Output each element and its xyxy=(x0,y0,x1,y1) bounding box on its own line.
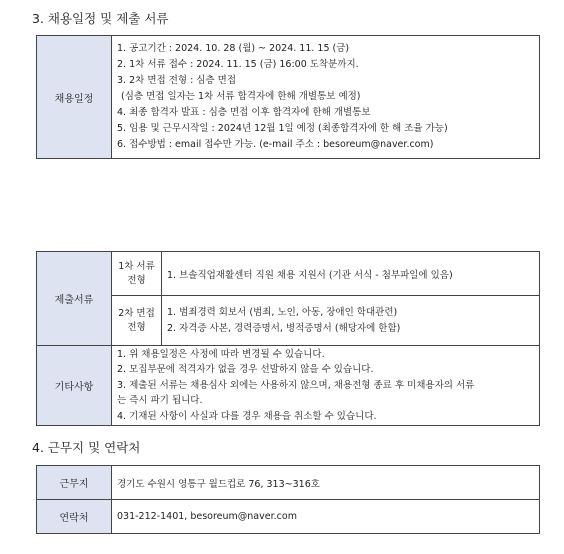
other-label: 기타사항 xyxy=(37,346,112,426)
other-line: 4. 기재된 사항이 사실과 다를 경우 채용을 취소할 수 있습니다. xyxy=(117,410,377,422)
other-line: 3. 제출된 서류는 채용심사 외에는 사용하지 않으며, 채용전형 종료 후 미채용자의 서류 xyxy=(117,379,475,391)
workplace-value: 경기도 수원시 영통구 월드컵로 76, 313~316호 xyxy=(112,466,540,500)
schedule-line: 1. 공고기간 : 2024. 10. 28 (월) ~ 2024. 11. 15 (금) xyxy=(117,43,350,54)
schedule-line: 3. 2차 면접 전형 : 심층 면접 xyxy=(117,75,237,86)
first-round-item: 1. 브솔직업재활센터 직원 채용 지원서 (기관 서식 - 첨부파일에 있음) xyxy=(162,252,540,296)
other-line: 1. 위 채용일정은 사정에 따라 변경될 수 있습니다. xyxy=(117,348,325,360)
other-line: 2. 모집부문에 적격자가 없을 경우 선발하지 않을 수 있습니다. xyxy=(117,364,374,376)
schedule-line: 6. 접수방법 : email 접수만 가능. (e-mail 주소 : besoreum@naver.com) xyxy=(117,139,434,150)
contact-label: 연락처 xyxy=(37,500,112,534)
workplace-label: 근무지 xyxy=(37,466,112,500)
schedule-line: 2. 1차 서류 접수 : 2024. 11. 15 (금) 16:00 도착분까지. xyxy=(117,59,359,70)
section4-heading: 4. 근무지 및 연락처 xyxy=(32,440,141,455)
second-round-items xyxy=(162,296,540,346)
section3-heading: 3. 채용일정 및 제출 서류 xyxy=(32,11,169,26)
second-round-item: 2. 자격증 사본, 경력증명서, 병적증명서 (해당자에 한함) xyxy=(167,322,401,334)
schedule-label: 채용일정 xyxy=(37,36,112,159)
first-round-label: 1차 서류 전형 xyxy=(112,252,162,296)
other-lines xyxy=(112,346,540,426)
other-line: 는 즉시 파기 됩니다. xyxy=(117,395,203,407)
schedule-lines xyxy=(112,36,540,159)
second-round-item: 1. 범죄경력 회보서 (범죄, 노인, 아동, 장애인 학대관련) xyxy=(167,306,398,318)
schedule-line: 4. 최종 합격자 발표 : 심층 면접 이후 합격자에 한해 개별통보 xyxy=(117,107,371,118)
schedule-line: (심층 면접 일자는 1차 서류 합격자에 한해 개별통보 예정) xyxy=(121,91,361,102)
contact-table xyxy=(36,465,540,534)
second-round-label: 2차 면접 전형 xyxy=(112,296,162,346)
schedule-table xyxy=(36,35,540,159)
schedule-line: 5. 임용 및 근무시작일 : 2024년 12월 1일 예정 (최종합격자에 한 해 조율 가능) xyxy=(117,123,448,134)
documents-label: 제출서류 xyxy=(37,252,112,346)
contact-value: 031-212-1401, besoreum@naver.com xyxy=(112,500,540,534)
documents-table xyxy=(36,251,540,426)
